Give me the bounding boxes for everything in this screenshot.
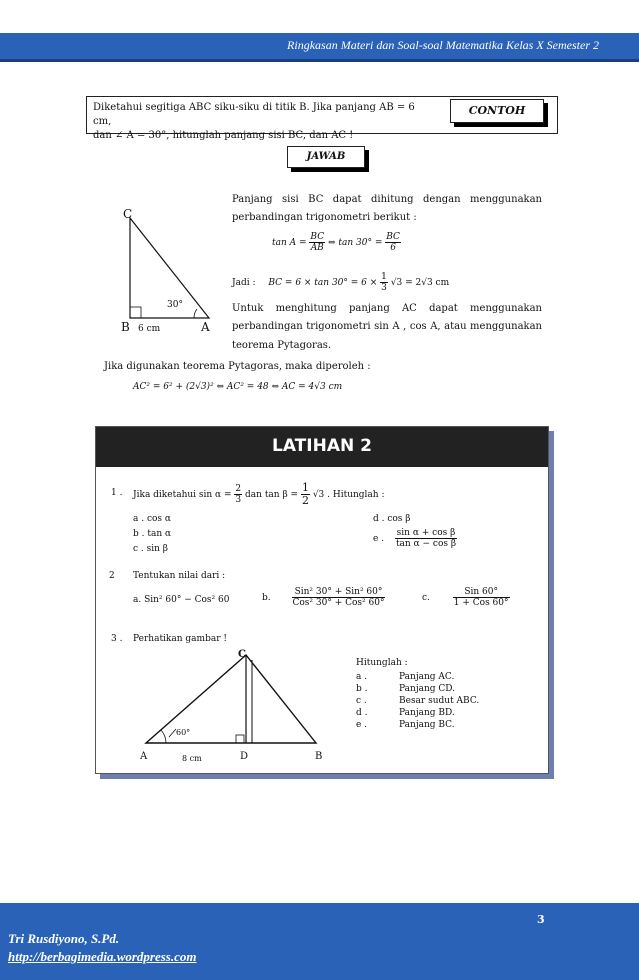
example-vertex-b: B	[121, 320, 130, 334]
q3-triangle-figure	[136, 649, 336, 749]
q3-item	[356, 707, 455, 719]
q1-e-num: sin α + cos β	[396, 528, 456, 538]
q3-vertex-c: C	[238, 649, 246, 660]
formula-1-mid: ⇔ tan 30° =	[327, 238, 383, 248]
answer-formula-1	[272, 232, 401, 253]
formula-1-left: tan A =	[272, 238, 307, 248]
formula-1-fraction	[309, 232, 325, 253]
example-label: CONTOH	[450, 99, 544, 123]
q1-e-den: tan α − cos β	[395, 539, 457, 549]
exercise-title: LATIHAN 2	[272, 436, 372, 456]
header-title: Ringkasan Materi dan Soal-soal Matematika Kelas X Semester 2	[287, 38, 599, 52]
q1-option-e-label: e .	[373, 534, 385, 544]
q3-item-value: Panjang AC.	[399, 672, 455, 682]
answer-formula-3: AC² = 6² + (2√3)² ⇔ AC² = 48 ⇔ AC = 4√3 cm	[133, 382, 343, 392]
formula-2-tail: √3 = 2√3 cm	[390, 278, 450, 288]
q1-mid: dan tan β =	[245, 490, 299, 500]
exercise-title-bar	[96, 427, 548, 467]
answer-paragraph-1b: perbandingan trigonometri berikut :	[232, 212, 417, 223]
q2-part-c-fraction	[453, 587, 510, 608]
q1-f1-num: 2	[235, 484, 242, 494]
q2-number: 2	[109, 571, 115, 581]
answer-formula-2	[232, 272, 449, 293]
formula-1-fraction-2	[385, 232, 401, 253]
q1-fraction-2	[301, 482, 310, 507]
example-vertex-a: A	[201, 320, 210, 334]
q1-f2-num: 1	[301, 481, 309, 494]
example-base-label: 6 cm	[138, 324, 161, 334]
footer-author: Tri Rusdiyono, S.Pd.	[8, 931, 120, 946]
q3-item-key: b .	[356, 684, 368, 694]
formula-2-equation: BC = 6 × tan 30° = 6 ×	[268, 278, 378, 288]
footer-url-link[interactable]: http://berbagimedia.wordpress.com	[8, 949, 197, 964]
q1-option-d: d . cos β	[373, 514, 411, 524]
formula-2-prefix: Jadi :	[232, 278, 256, 288]
q3-item-key: c .	[356, 696, 367, 706]
q1-option-e-fraction	[395, 528, 457, 549]
q3-number: 3 .	[111, 634, 123, 644]
example-line-2: dan ∠ A = 30°, hitunglah panjang sisi BC, dan AC !	[93, 130, 354, 141]
exercise-box	[95, 426, 549, 774]
q1-option-b: b . tan α	[133, 529, 172, 539]
q2-part-c	[422, 587, 510, 608]
formula-2-den: 3	[381, 283, 387, 293]
answer-paragraph-2a: Untuk menghitung panjang AC dapat menggunakan	[232, 303, 542, 314]
q2-part-b-fraction	[292, 587, 386, 608]
q3-vertex-a: A	[140, 751, 148, 762]
formula-2-fraction	[380, 272, 388, 293]
q1-statement	[133, 482, 385, 507]
answer-label: JAWAB	[287, 146, 365, 168]
q3-item-value: Panjang BD.	[399, 708, 455, 718]
q2-b-num: Sin² 30° + Sin² 60°	[292, 587, 386, 598]
q1-option-e	[373, 528, 457, 549]
q2-part-a: a. Sin² 60° − Cos² 60	[133, 595, 230, 605]
q3-angle-label: 60°	[176, 728, 191, 737]
q3-item-value: Panjang BC.	[399, 720, 455, 730]
q3-item-key: e .	[356, 720, 368, 730]
answer-paragraph-1a: Panjang sisi BC dapat dihitung dengan menggunakan	[232, 194, 542, 205]
page-header	[0, 33, 639, 62]
q1-option-a: a . cos α	[133, 514, 171, 524]
q2-part-b-label: b.	[262, 593, 271, 603]
q2-b-den: Cos² 30° + Cos² 60°	[292, 598, 385, 608]
q3-item-key: d .	[356, 708, 368, 718]
formula-1-num-2: BC	[386, 232, 400, 242]
q3-item	[356, 683, 456, 695]
q1-f2-den: 2	[301, 494, 309, 507]
q3-vertex-d: D	[240, 751, 249, 762]
answer-paragraph-3: Jika digunakan teorema Pytagoras, maka diperoleh :	[104, 361, 371, 372]
q2-intro: Tentukan nilai dari :	[133, 571, 226, 581]
q1-intro: Jika diketahui sin α =	[133, 490, 232, 500]
example-line-1: Diketahui segitiga ABC siku-siku di titik B. Jika panjang AB = 6 cm,	[93, 102, 415, 127]
q3-intro: Perhatikan gambar !	[133, 634, 227, 644]
formula-1-den-2: 6	[390, 243, 396, 253]
page-number: 3	[537, 913, 545, 926]
q3-base-label: 8 cm	[182, 754, 202, 763]
example-box	[86, 96, 558, 141]
formula-1-den: AB	[310, 243, 324, 253]
q3-question-list	[356, 671, 480, 731]
example-angle-label: 30°	[167, 300, 183, 310]
q2-part-b	[262, 587, 385, 608]
q1-number: 1 .	[111, 488, 123, 498]
q1-fraction-1	[234, 484, 242, 505]
answer-paragraph-2b: perbandingan trigonometri sin A , cos A, atau menggunakan	[232, 321, 542, 332]
example-vertex-c: C	[123, 207, 133, 221]
q3-item-value: Besar sudut ABC.	[399, 696, 480, 706]
q2-c-den: 1 + Cos 60°	[453, 598, 509, 608]
q3-item-value: Panjang CD.	[399, 684, 456, 694]
q2-part-c-label: c.	[422, 593, 430, 603]
q3-item-key: a .	[356, 672, 368, 682]
example-text	[93, 101, 423, 143]
q3-item	[356, 719, 455, 731]
q1-f1-den: 3	[235, 495, 242, 505]
q2-c-num: Sin 60°	[453, 587, 510, 598]
q3-item	[356, 671, 455, 683]
q3-vertex-b: B	[315, 751, 323, 762]
formula-1-num: BC	[310, 232, 325, 242]
q3-item	[356, 695, 480, 707]
formula-2-num: 1	[381, 272, 387, 282]
answer-paragraph-2c: teorema Pytagoras.	[232, 340, 332, 351]
q1-option-c: c . sin β	[133, 544, 168, 554]
q3-ask: Hitunglah :	[356, 658, 408, 668]
q1-tail: √3 . Hitunglah :	[312, 490, 385, 500]
